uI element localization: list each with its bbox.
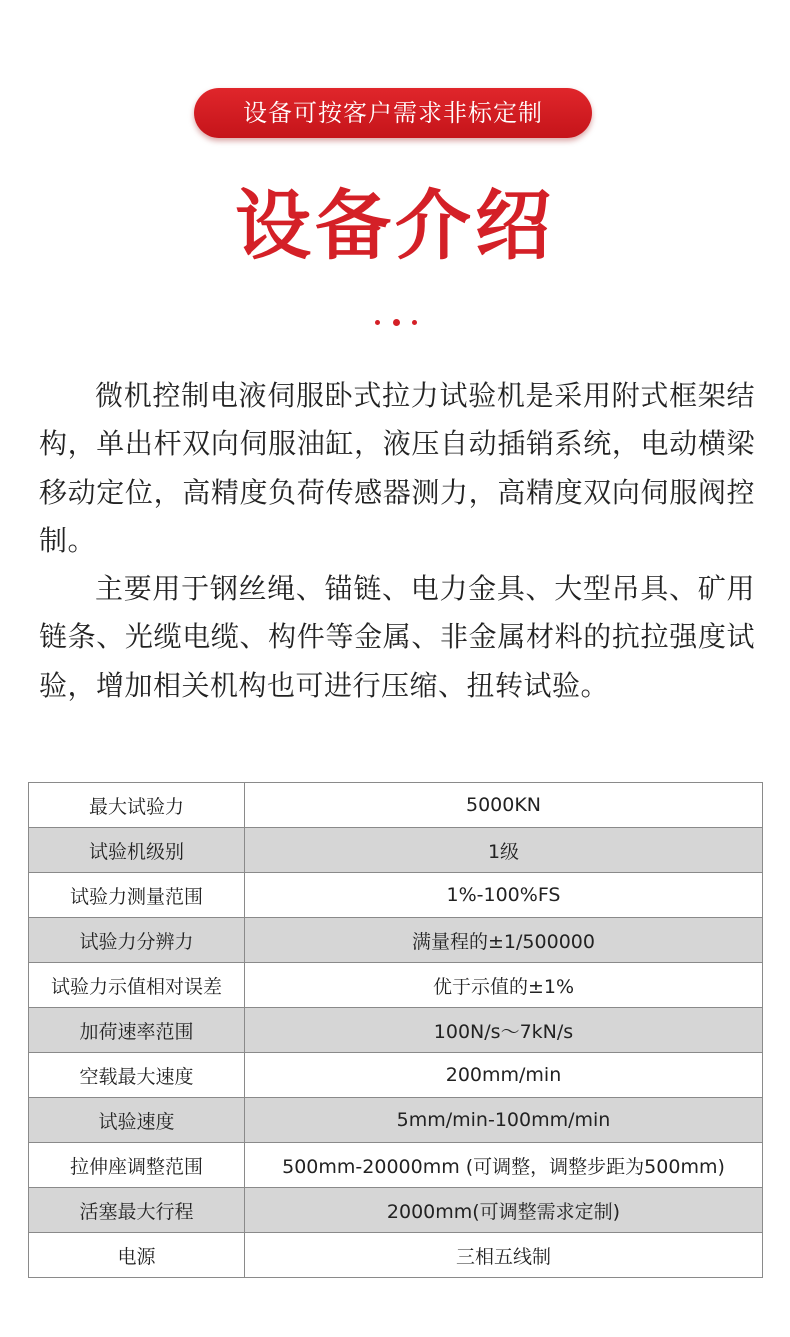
spec-name: 加荷速率范围 <box>29 1008 245 1053</box>
spec-name: 试验速度 <box>29 1098 245 1143</box>
table-row <box>29 1053 763 1098</box>
section-title: 设备介绍 <box>235 181 555 270</box>
spec-name: 电源 <box>29 1233 245 1278</box>
spec-value: 三相五线制 <box>245 1233 763 1278</box>
table-row <box>29 1188 763 1233</box>
spec-value: 1级 <box>245 828 763 873</box>
table-row <box>29 783 763 828</box>
spec-name: 试验力示值相对误差 <box>29 963 245 1008</box>
table-row <box>29 963 763 1008</box>
spec-value: 100N/s～7kN/s <box>245 1008 763 1053</box>
table-row <box>29 828 763 873</box>
spec-value: 5000KN <box>245 783 763 828</box>
table-row <box>29 1143 763 1188</box>
spec-value: 500mm-20000mm (可调整，调整步距为500mm) <box>245 1143 763 1188</box>
divider-dot <box>412 320 417 325</box>
custom-banner: 设备可按客户需求非标定制 <box>194 88 592 138</box>
table-row <box>29 1233 763 1278</box>
spec-value: 2000mm(可调整需求定制) <box>245 1188 763 1233</box>
spec-name: 试验机级别 <box>29 828 245 873</box>
spec-value: 优于示值的±1% <box>245 963 763 1008</box>
intro-text <box>39 372 755 710</box>
intro-paragraph: 主要用于钢丝绳、锚链、电力金具、大型吊具、矿用链条、光缆电缆、构件等金属、非金属材料的抗拉强度试验，增加相关机构也可进行压缩、扭转试验。 <box>39 572 755 702</box>
spec-name: 活塞最大行程 <box>29 1188 245 1233</box>
table-row <box>29 873 763 918</box>
spec-name: 最大试验力 <box>29 783 245 828</box>
spec-name: 试验力测量范围 <box>29 873 245 918</box>
spec-value: 5mm/min-100mm/min <box>245 1098 763 1143</box>
spec-value: 200mm/min <box>245 1053 763 1098</box>
spec-value: 1%-100%FS <box>245 873 763 918</box>
spec-table <box>28 782 763 1278</box>
dots-divider <box>372 319 422 327</box>
spec-value: 满量程的±1/500000 <box>245 918 763 963</box>
spec-name: 试验力分辨力 <box>29 918 245 963</box>
table-row <box>29 1008 763 1053</box>
divider-dot <box>375 320 380 325</box>
spec-name: 拉伸座调整范围 <box>29 1143 245 1188</box>
intro-paragraph: 微机控制电液伺服卧式拉力试验机是采用附式框架结构，单出杆双向伺服油缸，液压自动插销系统，电动横梁移动定位，高精度负荷传感器测力，高精度双向伺服阀控制。 <box>39 379 755 557</box>
divider-dot <box>393 319 400 326</box>
table-row <box>29 918 763 963</box>
table-row <box>29 1098 763 1143</box>
spec-name: 空载最大速度 <box>29 1053 245 1098</box>
